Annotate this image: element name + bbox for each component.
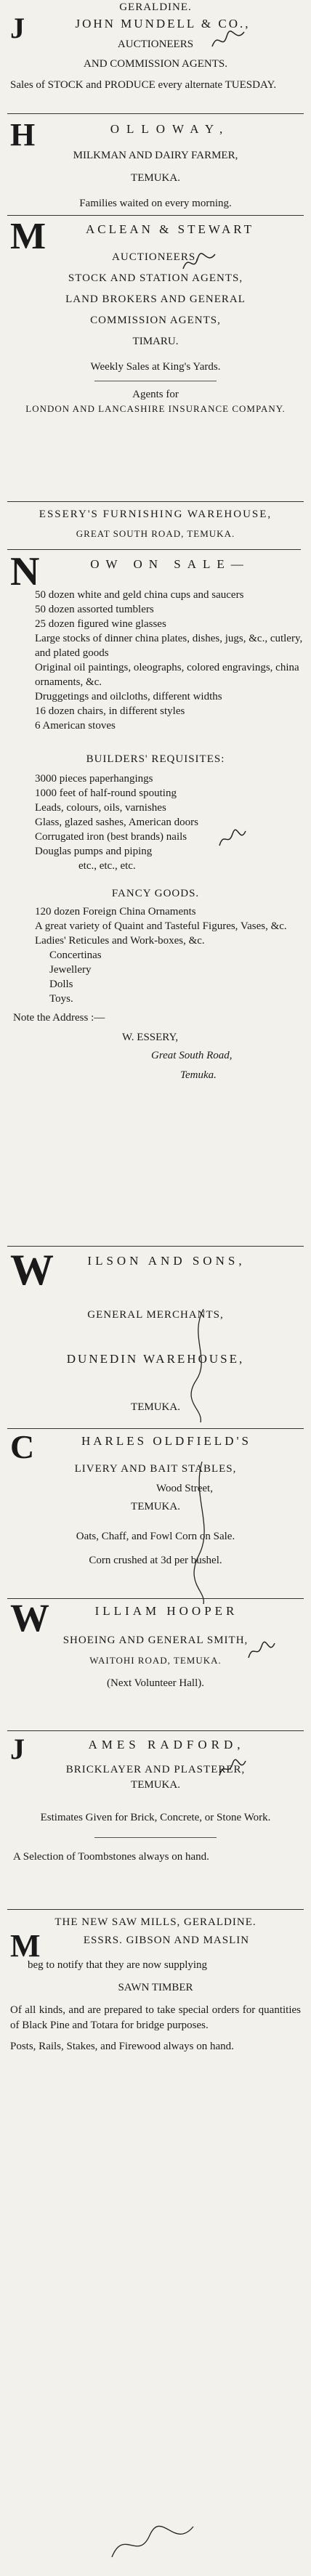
advertiser-name: OLLOWAY, (110, 122, 230, 136)
maclean-advert (0, 216, 311, 416)
drop-cap: M (10, 216, 47, 257)
town-heading: GERALDINE. (119, 1, 192, 13)
handwritten-mark (182, 251, 218, 273)
advert-line: SAWN TIMBER (118, 1982, 193, 1993)
advert-line: DUNEDIN WAREHOUSE, (66, 1352, 245, 1366)
advert-line: TIMARU. (132, 336, 179, 347)
advert-line: Corn crushed at 3d per bushel. (89, 1555, 222, 1566)
advertiser-name: ACLEAN & STEWART (85, 222, 255, 236)
advert-line: SHOEING AND GENERAL SMITH, (62, 1635, 249, 1646)
advert-line: LAND BROKERS AND GENERAL (65, 293, 246, 305)
address-note: Note the Address :— (13, 1012, 105, 1024)
drop-cap: M (10, 1928, 41, 1964)
handwritten-mark (211, 29, 247, 51)
list-item: 25 dozen figured wine glasses (35, 618, 166, 630)
list-item: 1000 feet of half-round spouting (35, 787, 177, 799)
list-item: 50 dozen white and geld china cups and saucers (35, 589, 244, 601)
advert-line: GENERAL MERCHANTS, (87, 1309, 224, 1321)
holloway-advert (0, 117, 311, 211)
advert-line: (Next Volunteer Hall). (107, 1677, 204, 1689)
advertiser-name: AMES RADFORD, (88, 1738, 245, 1751)
list-item: Dolls (49, 979, 73, 990)
drop-cap: J (10, 12, 25, 44)
list-item: Original oil paintings, oleographs, colored engravings, china ornaments, &c. (35, 662, 299, 688)
wilson-advert (0, 1246, 311, 1415)
advert-line: MILKMAN AND DAIRY FARMER, (73, 150, 238, 161)
advert-line: AUCTIONEERS, (112, 251, 199, 263)
list-item: A great variety of Quaint and Tasteful Figures, Vases, &c. (35, 920, 287, 932)
handwritten-mark (218, 1758, 247, 1780)
advert-line: LONDON AND LANCASHIRE INSURANCE COMPANY. (25, 403, 286, 414)
advert-line: LIVERY AND BAIT STABLES, (74, 1463, 237, 1475)
list-item: Jewellery (49, 964, 92, 976)
builders-list (6, 771, 305, 873)
handwritten-mark (109, 2521, 196, 2564)
divider (7, 1909, 304, 1910)
advert-line: GREAT SOUTH ROAD, TEMUKA. (76, 528, 235, 539)
advertiser-name: JOHN MUNDELL & CO., (75, 17, 251, 31)
advert-line: Estimates Given for Brick, Concrete, or Stone Work. (40, 1812, 271, 1823)
advert-line: Oats, Chaff, and Fowl Corn on Sale. (76, 1531, 235, 1542)
divider (7, 1730, 304, 1731)
list-item: 6 American stoves (35, 720, 116, 732)
list-item: 120 dozen Foreign China Ornaments (35, 906, 196, 918)
list-item: Leads, colours, oils, varnishes (35, 802, 166, 814)
advert-line: Agents for (132, 389, 179, 400)
divider (7, 501, 304, 502)
advert-line: AUCTIONEERS (117, 39, 194, 50)
sale-heading: OW ON SALE— (90, 557, 250, 571)
advert-line: A Selection of Toombstones always on hand. (13, 1851, 209, 1863)
short-divider (94, 1837, 217, 1838)
advertiser-name: ILSON AND SONS, (87, 1254, 246, 1268)
advert-line: COMMISSION AGENTS, (90, 315, 221, 326)
divider (7, 1428, 304, 1429)
list-item: 3000 pieces paperhangings (35, 773, 153, 785)
drop-cap: J (10, 1733, 25, 1765)
advert-line: BRICKLAYER AND PLASTERER, (65, 1764, 246, 1775)
advert-line: TEMUKA. (131, 172, 180, 184)
section-heading: BUILDERS' REQUISITES: (86, 753, 225, 765)
advert-line: STOCK AND STATION AGENTS, (68, 272, 243, 284)
drop-cap: H (10, 117, 36, 153)
divider (7, 113, 304, 114)
advertiser-heading: THE NEW SAW MILLS, GERALDINE. (54, 1916, 257, 1928)
advert-line: TEMUKA. (131, 1401, 180, 1413)
advert-line: Weekly Sales at King's Yards. (90, 361, 221, 373)
drop-cap: W (10, 1246, 54, 1294)
advert-line: WAITOHI ROAD, TEMUKA. (89, 1655, 222, 1666)
advert-line: beg to notify that they are now supplying (28, 1959, 208, 1971)
advert-line: TEMUKA. (131, 1779, 180, 1791)
advert-line: Sales of STOCK and PRODUCE every alternate TUESDAY. (10, 79, 277, 91)
list-item: 50 dozen assorted tumblers (35, 604, 154, 615)
signature: W. ESSERY, (122, 1032, 179, 1043)
sale-list (6, 588, 305, 733)
advert-line: AND COMMISSION AGENTS. (84, 58, 227, 70)
advertiser-name: ESSERY'S FURNISHING WAREHOUSE, (39, 509, 272, 520)
sawmills-advert (0, 1915, 311, 2054)
oldfield-advert (0, 1428, 311, 1568)
list-item: Large stocks of dinner china plates, dishes, jugs, &c., cutlery, and plated goods (35, 633, 303, 659)
fancy-list (6, 904, 305, 1006)
list-item: Ladies' Reticules and Work-boxes, &c. (35, 935, 205, 947)
handwritten-mark (247, 1640, 276, 1662)
handwritten-mark (182, 1308, 218, 1424)
section-heading: FANCY GOODS. (111, 888, 200, 899)
drop-cap: C (10, 1428, 35, 1465)
advert-line: TEMUKA. (131, 1501, 180, 1512)
signature-town: Temuka. (180, 1069, 217, 1081)
mundell-advert (0, 0, 311, 93)
radford-advert (0, 1733, 311, 1865)
list-item: Corrugated iron (best brands) nails (35, 831, 187, 843)
divider (7, 215, 304, 216)
advertiser-name: ILLIAM HOOPER (94, 1604, 238, 1618)
advert-line: Wood Street, (156, 1483, 213, 1494)
handwritten-mark (218, 828, 247, 850)
advert-line: Posts, Rails, Stakes, and Firewood always on hand. (10, 2041, 234, 2052)
divider (7, 549, 301, 550)
list-item: 16 dozen chairs, in different styles (35, 705, 185, 717)
divider (7, 1598, 304, 1599)
list-item: Concertinas (49, 949, 102, 961)
list-item: Druggetings and oilcloths, different widths (35, 691, 222, 702)
signature-address: Great South Road, (151, 1050, 233, 1061)
handwritten-mark (189, 1460, 218, 1605)
essery-advert (0, 506, 311, 1083)
advert-line: Families waited on every morning. (79, 198, 232, 209)
list-item: Toys. (49, 993, 73, 1005)
advertiser-name: HARLES OLDFIELD'S (81, 1434, 251, 1448)
list-item: Douglas pumps and piping (35, 846, 153, 857)
advert-body: Of all kinds, and are prepared to take special orders for quantities of Black Pine and Totara for bridge purposes. (10, 2004, 301, 2031)
advertiser-name: ESSRS. GIBSON AND MASLIN (83, 1935, 250, 1946)
list-item: Glass, glazed sashes, American doors (35, 817, 198, 828)
drop-cap: W (10, 1596, 49, 1640)
list-item: etc., etc., etc. (78, 860, 136, 872)
drop-cap: N (10, 549, 40, 594)
